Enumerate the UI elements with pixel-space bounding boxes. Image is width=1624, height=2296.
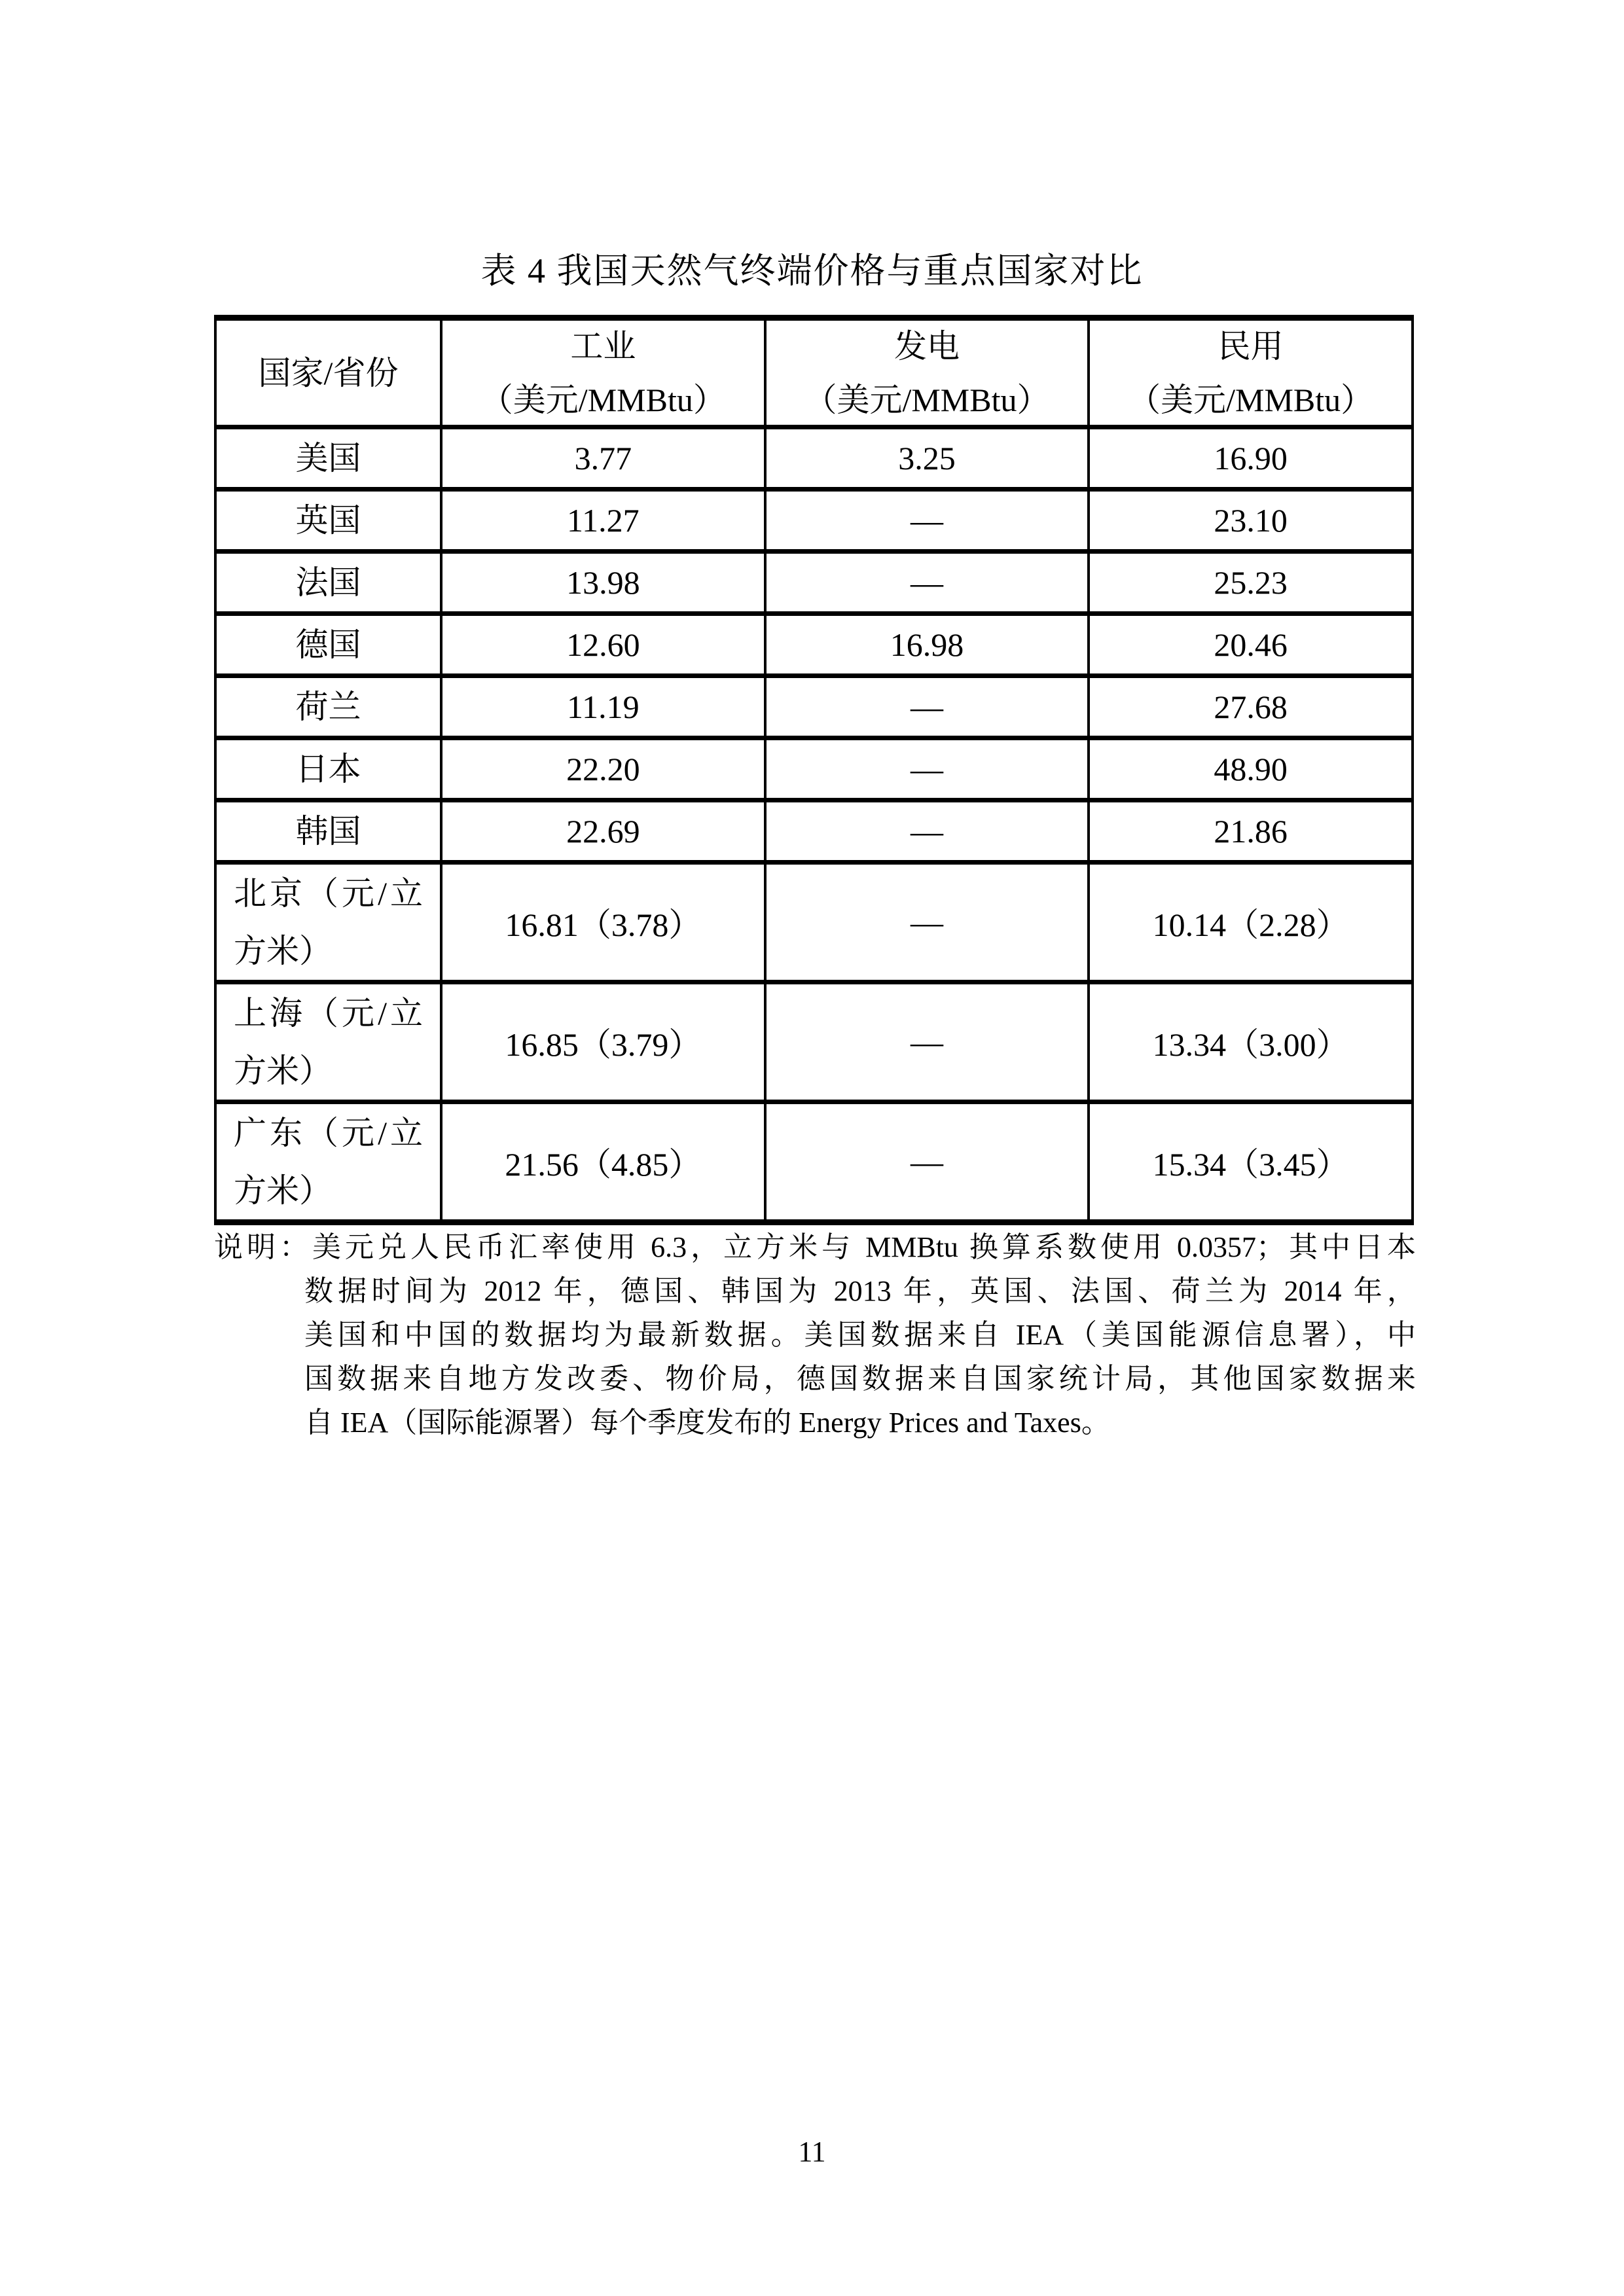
cell-industrial: 16.85（3.79） <box>441 982 765 1102</box>
cell-industrial: 22.20 <box>441 738 765 800</box>
row-label-line: 广东（元/立 <box>234 1115 423 1151</box>
cell-residential: 20.46 <box>1089 614 1413 676</box>
row-label <box>215 490 441 552</box>
cell-power-generation: — <box>765 552 1089 614</box>
header-country-province <box>215 318 441 427</box>
table-row <box>215 800 1413 863</box>
row-label <box>215 1102 441 1223</box>
cell-power-generation: — <box>765 738 1089 800</box>
cell-power-generation: 3.25 <box>765 427 1089 490</box>
row-label-line: 方米） <box>234 1172 332 1209</box>
header-residential-unit: （美元/MMBtu） <box>1128 381 1374 418</box>
cell-industrial: 11.27 <box>441 490 765 552</box>
row-label <box>215 614 441 676</box>
row-label-line: 北京（元/立 <box>234 875 423 912</box>
table-row <box>215 738 1413 800</box>
table-note <box>214 1225 1416 1444</box>
row-label <box>215 982 441 1102</box>
cell-power-generation: — <box>765 676 1089 738</box>
cell-residential: 13.34（3.00） <box>1089 982 1413 1102</box>
table-row <box>215 490 1413 552</box>
header-power-generation <box>765 318 1089 427</box>
row-label <box>215 552 441 614</box>
header-residential <box>1089 318 1413 427</box>
cell-industrial: 11.19 <box>441 676 765 738</box>
cell-industrial: 16.81（3.78） <box>441 863 765 982</box>
row-label-line: 德国 <box>295 626 361 663</box>
gas-price-table <box>214 315 1414 1225</box>
cell-residential: 10.14（2.28） <box>1089 863 1413 982</box>
row-label-line: 法国 <box>295 564 361 601</box>
table-row <box>215 552 1413 614</box>
row-label-line: 日本 <box>295 751 361 787</box>
table-row <box>215 427 1413 490</box>
cell-industrial: 22.69 <box>441 800 765 863</box>
note-line: 说明：美元兑人民币汇率使用 6.3，立方米与 MMBtu 换算系数使用 0.0357；其中日本 <box>214 1231 1416 1263</box>
table-row <box>215 1102 1413 1223</box>
row-label <box>215 863 441 982</box>
cell-power-generation: — <box>765 800 1089 863</box>
row-label-line: 上海（元/立 <box>234 995 423 1031</box>
cell-power-generation: — <box>765 982 1089 1102</box>
cell-industrial: 13.98 <box>441 552 765 614</box>
cell-residential: 27.68 <box>1089 676 1413 738</box>
table-row <box>215 982 1413 1102</box>
note-line: 美国和中国的数据均为最新数据。美国数据来自 IEA（美国能源信息署），中 <box>304 1319 1416 1351</box>
cell-residential: 25.23 <box>1089 552 1413 614</box>
row-label-line: 方米） <box>234 1052 332 1089</box>
row-label-line: 方米） <box>234 933 332 969</box>
header-row <box>215 318 1413 427</box>
cell-residential: 21.86 <box>1089 800 1413 863</box>
page-number: 11 <box>798 2136 826 2168</box>
cell-power-generation: — <box>765 863 1089 982</box>
cell-power-generation: — <box>765 1102 1089 1223</box>
table-row <box>215 863 1413 982</box>
cell-industrial: 21.56（4.85） <box>441 1102 765 1223</box>
table-row <box>215 614 1413 676</box>
header-power-generation-unit: （美元/MMBtu） <box>804 381 1050 418</box>
cell-residential: 48.90 <box>1089 738 1413 800</box>
row-label <box>215 738 441 800</box>
header-country-province-label: 国家/省份 <box>258 354 399 391</box>
row-label-line: 美国 <box>295 440 361 476</box>
note-line: 国数据来自地方发改委、物价局，德国数据来自国家统计局，其他国家数据来 <box>304 1363 1416 1395</box>
header-power-generation-name: 发电 <box>893 327 960 365</box>
header-industrial-name: 工业 <box>570 327 636 365</box>
header-industrial <box>441 318 765 427</box>
cell-residential: 15.34（3.45） <box>1089 1102 1413 1223</box>
note-line: 自 IEA（国际能源署）每个季度发布的 Energy Prices and Taxes。 <box>304 1407 1110 1439</box>
header-industrial-unit: （美元/MMBtu） <box>480 381 726 418</box>
table-row <box>215 676 1413 738</box>
cell-power-generation: — <box>765 490 1089 552</box>
cell-industrial: 3.77 <box>441 427 765 490</box>
row-label <box>215 427 441 490</box>
header-residential-name: 民用 <box>1218 327 1284 365</box>
row-label-line: 英国 <box>295 502 361 539</box>
table-caption: 表 4 我国天然气终端价格与重点国家对比 <box>480 251 1144 291</box>
note-line: 数据时间为 2012 年，德国、韩国为 2013 年，英国、法国、荷兰为 2014 年， <box>304 1275 1416 1307</box>
row-label-line: 韩国 <box>295 813 361 850</box>
row-label-line: 荷兰 <box>295 689 361 725</box>
row-label <box>215 800 441 863</box>
row-label <box>215 676 441 738</box>
cell-residential: 23.10 <box>1089 490 1413 552</box>
cell-industrial: 12.60 <box>441 614 765 676</box>
cell-residential: 16.90 <box>1089 427 1413 490</box>
cell-power-generation: 16.98 <box>765 614 1089 676</box>
